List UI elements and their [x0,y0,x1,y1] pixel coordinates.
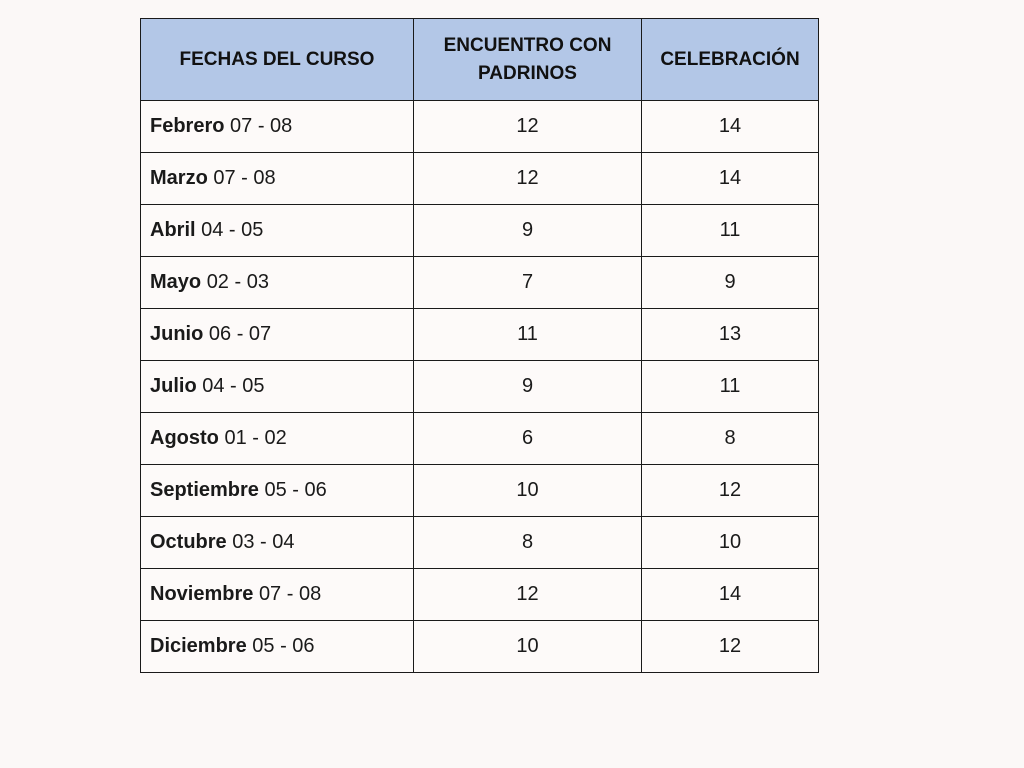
day-range: 05 - 06 [252,635,315,657]
course-dates-cell [141,361,414,413]
encuentro-padrinos-cell: 9 [414,205,642,257]
celebracion-cell: 12 [642,621,819,673]
encuentro-padrinos-cell: 10 [414,465,642,517]
celebracion-cell: 11 [642,361,819,413]
month-name: Agosto [150,427,219,449]
encuentro-padrinos-cell: 9 [414,361,642,413]
day-range: 05 - 06 [264,479,327,501]
month-name: Junio [150,323,204,345]
encuentro-padrinos-cell: 12 [414,153,642,205]
encuentro-padrinos-cell: 8 [414,517,642,569]
day-range: 02 - 03 [206,271,269,293]
month-name: Octubre [150,531,227,553]
course-dates-cell [141,205,414,257]
header-encuentro-label: ENCUENTRO CON PADRINOS [443,34,612,84]
day-range: 01 - 02 [224,427,287,449]
celebracion-cell: 11 [642,205,819,257]
month-name: Febrero [150,115,225,137]
celebracion-cell: 10 [642,517,819,569]
table-body [141,101,819,673]
table-row [141,101,819,153]
day-range: 03 - 04 [232,531,295,553]
course-dates-cell [141,413,414,465]
day-range: 06 - 07 [208,323,272,345]
month-name: Julio [150,375,197,397]
month-name: Marzo [150,167,208,189]
day-range: 04 - 05 [201,219,264,241]
course-dates-cell [141,517,414,569]
course-dates-cell [141,257,414,309]
course-dates-cell [141,465,414,517]
table-row [141,413,819,465]
month-name: Noviembre [150,583,254,605]
encuentro-padrinos-cell: 6 [414,413,642,465]
month-name: Mayo [150,271,202,293]
header-encuentro-con-padrinos [414,19,642,101]
table-row [141,621,819,673]
celebracion-cell: 9 [642,257,819,309]
table-row [141,257,819,309]
table-row [141,361,819,413]
course-dates-cell [141,569,414,621]
day-range: 07 - 08 [258,583,322,605]
day-range: 07 - 08 [213,167,276,189]
encuentro-padrinos-cell: 12 [414,569,642,621]
month-name: Abril [150,219,196,241]
encuentro-padrinos-cell: 10 [414,621,642,673]
celebracion-cell: 8 [642,413,819,465]
table-row [141,153,819,205]
month-name: Septiembre [150,479,259,501]
celebracion-cell: 12 [642,465,819,517]
celebracion-cell: 13 [642,309,819,361]
course-dates-cell [141,153,414,205]
course-dates-cell [141,621,414,673]
day-range: 07 - 08 [230,115,293,137]
encuentro-padrinos-cell: 11 [414,309,642,361]
celebracion-cell: 14 [642,153,819,205]
encuentro-padrinos-cell: 7 [414,257,642,309]
table-row [141,205,819,257]
header-row [141,19,819,101]
header-fechas-del-curso: FECHAS DEL CURSO [141,19,414,101]
celebracion-cell: 14 [642,569,819,621]
course-schedule-table [140,18,819,673]
encuentro-padrinos-cell: 12 [414,101,642,153]
table-header [141,19,819,101]
table-row [141,465,819,517]
month-name: Diciembre [150,635,247,657]
header-celebracion: CELEBRACIÓN [642,19,819,101]
table-row [141,309,819,361]
celebracion-cell: 14 [642,101,819,153]
course-dates-cell [141,309,414,361]
day-range: 04 - 05 [202,375,265,397]
table-row [141,517,819,569]
table-row [141,569,819,621]
course-dates-cell [141,101,414,153]
